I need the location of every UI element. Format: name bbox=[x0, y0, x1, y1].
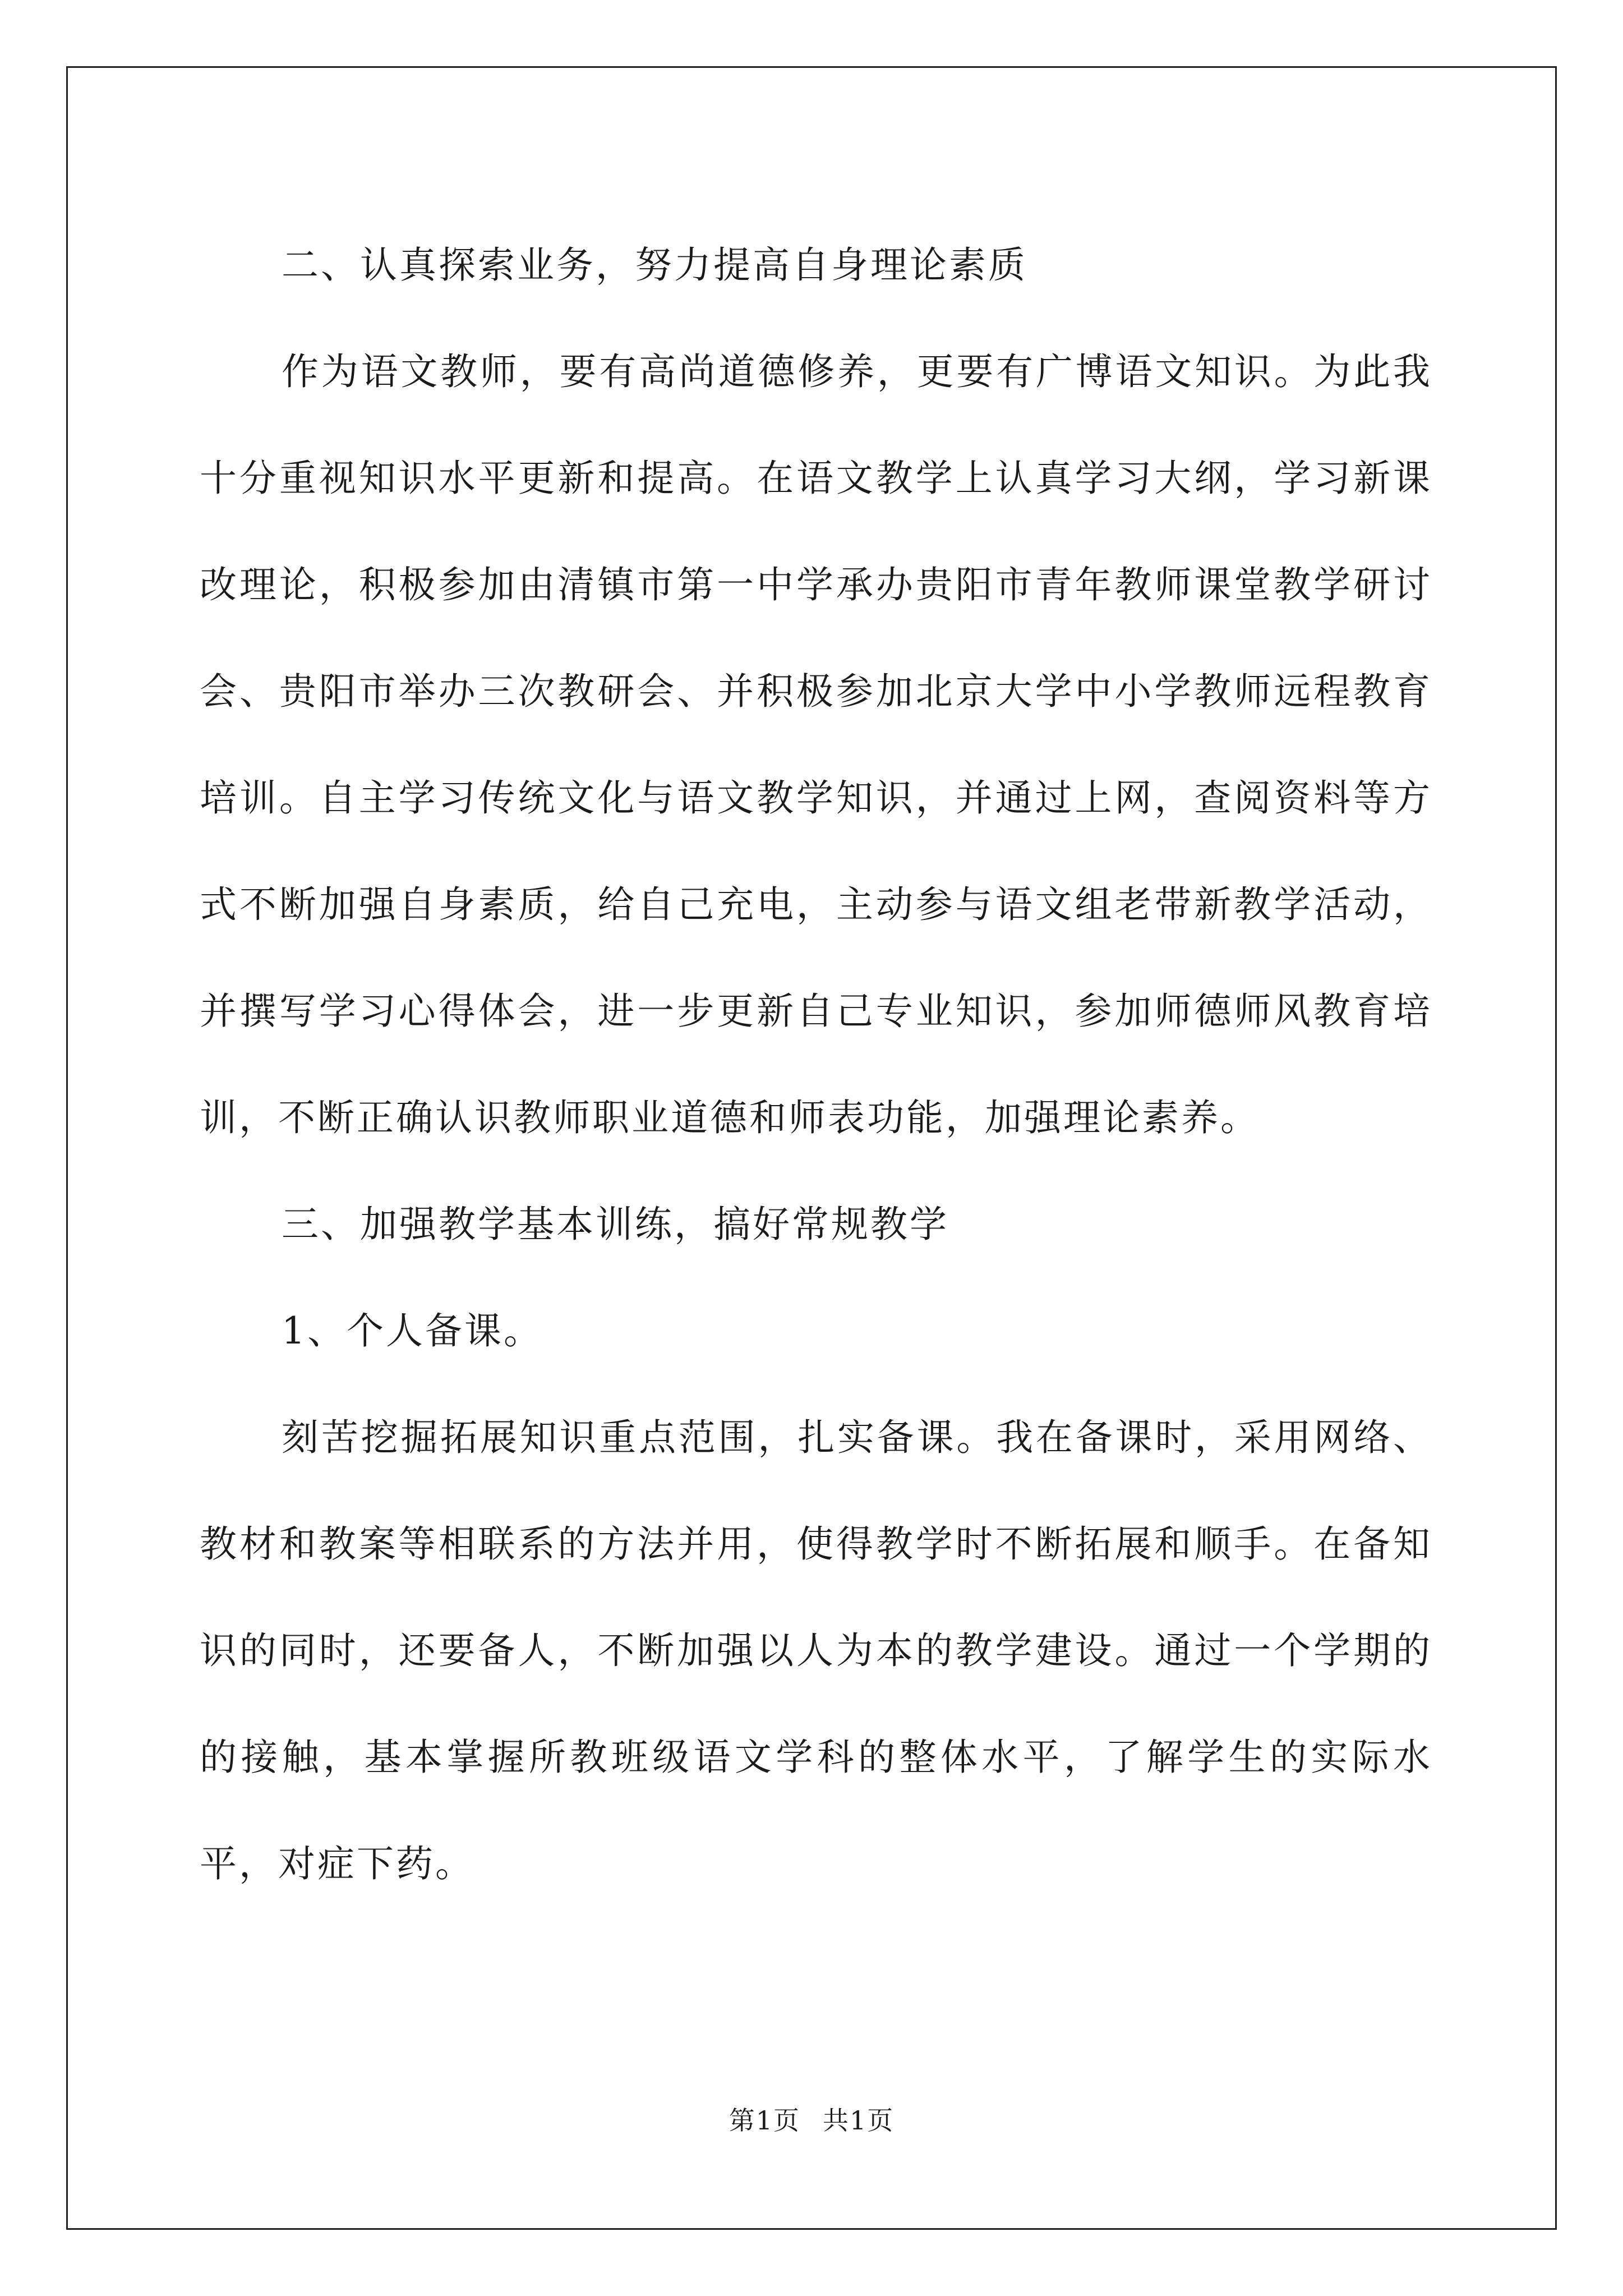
paragraph-lesson-prep: 刻苦挖掘拓展知识重点范围，扎实备课。我在备课时，采用网络、教材和教案等相联系的方法并用，使得教学时不断拓展和顺手。在备知识的同时，还要备人，不断加强以人为本的教学建设。通过一个学期的的接触，基本掌握所教班级语文学科的整体水平，了解学生的实际水平，对症下药。 bbox=[200, 1416, 1432, 1885]
section-heading-3: 三、加强教学基本训练，搞好常规教学 bbox=[282, 1203, 949, 1246]
page-number-current: 第1页 bbox=[728, 2105, 800, 2136]
page-number-total: 共1页 bbox=[823, 2105, 895, 2136]
subheading-lesson-prep: 1、个人备课。 bbox=[282, 1309, 543, 1352]
paragraph-study: 作为语文教师，要有高尚道德修养，更要有广博语文知识。为此我十分重视知识水平更新和提高。在语文教学上认真学习大纲，学习新课改理论，积极参加由清镇市第一中学承办贵阳市青年教师课堂教学研讨会、贵阳市举办三次教研会、并积极参加北京大学中小学教师远程教育培训。自主学习传统文化与语文教学知识，并通过上网，查阅资料等方式不断加强自身素质，给自己充电，主动参与语文组老带新教学活动，并撰写学习心得体会，进一步更新自己专业知识，参加师德师风教育培训，不断正确认识教师职业道德和师表功能，加强理论素养。 bbox=[200, 350, 1432, 1139]
section-heading-2: 二、认真探索业务，努力提高自身理论素质 bbox=[282, 243, 1027, 287]
document-body bbox=[200, 212, 1432, 1917]
page-footer bbox=[0, 2104, 1623, 2137]
